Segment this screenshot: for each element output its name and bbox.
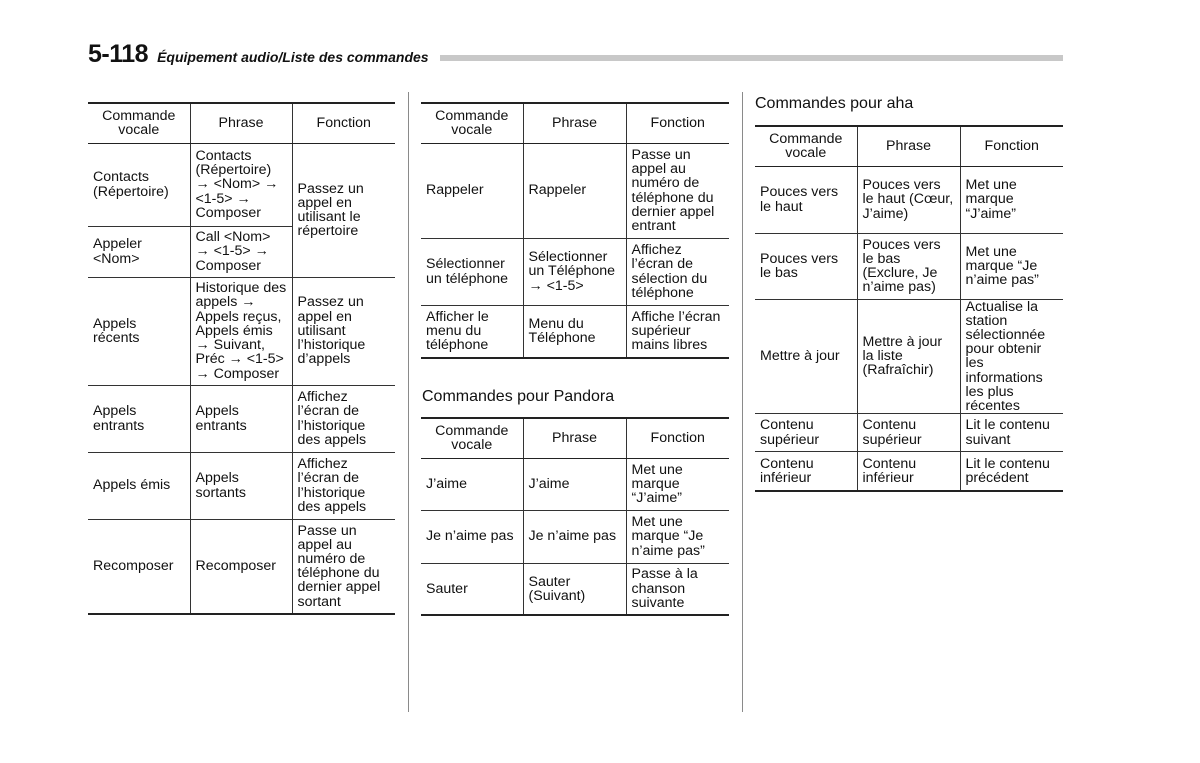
header-fonction: Fonction <box>626 418 729 458</box>
table-row <box>88 519 395 614</box>
cell-command: Mettre à jour <box>755 299 857 414</box>
cell-command: Rappeler <box>426 182 484 199</box>
cell-phrase: Sélectionner un Téléphone → <1-5> <box>523 238 626 305</box>
column-divider-left <box>408 92 409 712</box>
cell-command: Sélectionner un téléphone <box>421 238 523 305</box>
cell-phrase: Contenu supérieur <box>857 414 960 452</box>
cell-phrase: Contacts (Répertoire) → <Nom> → <1-5> → Composer <box>190 143 292 226</box>
cell-phrase: Rappeler <box>523 143 626 238</box>
table-row <box>88 143 395 226</box>
table-row <box>755 299 1063 414</box>
cell-command: Recomposer <box>88 519 190 614</box>
cell-command: Sauter <box>421 563 523 615</box>
cell-phrase: Menu du Téléphone <box>523 305 626 358</box>
cell-phrase: Appels sortants <box>190 452 292 519</box>
cell-function: Met une marque “J’aime” <box>626 458 729 510</box>
table-row <box>88 452 395 519</box>
header-commande: Commande vocale <box>88 103 190 143</box>
cell-command: Appels émis <box>88 452 190 519</box>
pandora-title: Commandes pour Pandora <box>422 388 615 405</box>
cell-command: Appels récents <box>88 277 190 385</box>
header-commande: Commande vocale <box>421 103 523 143</box>
header-phrase: Phrase <box>190 103 292 143</box>
cell-command: J’aime <box>426 475 467 492</box>
cell-function: Met une marque “Je n’aime pas” <box>626 510 729 563</box>
cell-command: Appeler <Nom> <box>88 226 190 277</box>
column-divider-right <box>742 92 743 712</box>
section-title: Équipement audio/Liste des commandes <box>157 49 429 65</box>
cell-phrase: Call <Nom> → <1-5> → Composer <box>190 226 292 277</box>
cell-command: Pouces vers le bas <box>755 233 857 299</box>
cell-function: Passe un appel au numéro de téléphone du dernier appel sortant <box>292 519 395 614</box>
table-row <box>755 233 1063 299</box>
cell-function: Actualise la station sélectionnée pour obtenir les informations les plus récentes <box>960 299 1063 414</box>
cell-function: Passe un appel au numéro de téléphone du dernier appel entrant <box>626 143 729 238</box>
table-row <box>755 452 1063 491</box>
cell-function: Lit le contenu suivant <box>960 414 1063 452</box>
header-fonction: Fonction <box>960 126 1063 166</box>
header-phrase: Phrase <box>523 103 626 143</box>
cell-function: Met une marque “Je n’aime pas” <box>960 233 1063 299</box>
table-row <box>88 277 395 385</box>
table-row <box>755 414 1063 452</box>
cell-function: Passe à la chanson suivante <box>626 563 729 615</box>
header-rule <box>440 55 1063 61</box>
page-header <box>88 40 429 70</box>
table-row <box>421 458 729 510</box>
cell-function: Passez un appel en utilisant le répertoire <box>292 143 395 277</box>
header-commande: Commande vocale <box>421 418 523 458</box>
cell-phrase: Mettre à jour la liste (Rafraîchir) <box>857 299 960 414</box>
cell-command: Contenu inférieur <box>755 452 857 491</box>
cell-phrase: Pouces vers le bas (Exclure, Je n’aime pas) <box>857 233 960 299</box>
cell-phrase: Pouces vers le haut (Cœur, J’aime) <box>857 166 960 233</box>
aha-commands-table <box>755 125 1063 492</box>
phone-commands-table-1 <box>88 102 395 615</box>
cell-command: Pouces vers le haut <box>760 184 839 215</box>
page-number: 5-118 <box>88 40 149 68</box>
table-row <box>421 238 729 305</box>
header-fonction: Fonction <box>626 103 729 143</box>
cell-function: Lit le contenu précédent <box>960 452 1063 491</box>
cell-command: Je n’aime pas <box>421 510 523 563</box>
cell-phrase: Appels entrants <box>190 385 292 452</box>
cell-phrase: J’aime <box>523 458 626 510</box>
aha-title: Commandes pour aha <box>755 95 914 112</box>
cell-phrase: Je n’aime pas <box>523 510 626 563</box>
header-phrase: Phrase <box>523 418 626 458</box>
table-row <box>755 166 1063 233</box>
phone-commands-table-2 <box>421 102 729 359</box>
cell-function: Passez un appel en utilisant l’historique d’appels <box>292 277 395 385</box>
header-fonction: Fonction <box>292 103 395 143</box>
pandora-commands-table <box>421 417 729 616</box>
table-row <box>421 143 729 238</box>
table-row <box>421 563 729 615</box>
cell-command: Afficher le menu du téléphone <box>421 305 523 358</box>
header-commande: Commande vocale <box>755 126 857 166</box>
cell-phrase: Sauter (Suivant) <box>523 563 626 615</box>
cell-phrase: Contenu inférieur <box>857 452 960 491</box>
cell-phrase: Historique des appels → Appels reçus, Appels émis → Suivant, Préc → <1-5> → Composer <box>190 277 292 385</box>
cell-command: Contenu supérieur <box>755 414 857 452</box>
table-row <box>421 510 729 563</box>
cell-function: Affichez l’écran de l’historique des appels <box>292 452 395 519</box>
cell-command: Appels entrants <box>88 385 190 452</box>
cell-function: Affiche l’écran supérieur mains libres <box>626 305 729 358</box>
cell-command: Contacts (Répertoire) <box>93 169 169 200</box>
cell-function: Affichez l’écran de l’historique des appels <box>292 385 395 452</box>
table-row <box>421 305 729 358</box>
cell-function: Met une marque “J’aime” <box>960 166 1063 233</box>
cell-phrase: Recomposer <box>190 519 292 614</box>
table-row <box>88 385 395 452</box>
cell-function: Affichez l’écran de sélection du téléphone <box>626 238 729 305</box>
header-phrase: Phrase <box>857 126 960 166</box>
